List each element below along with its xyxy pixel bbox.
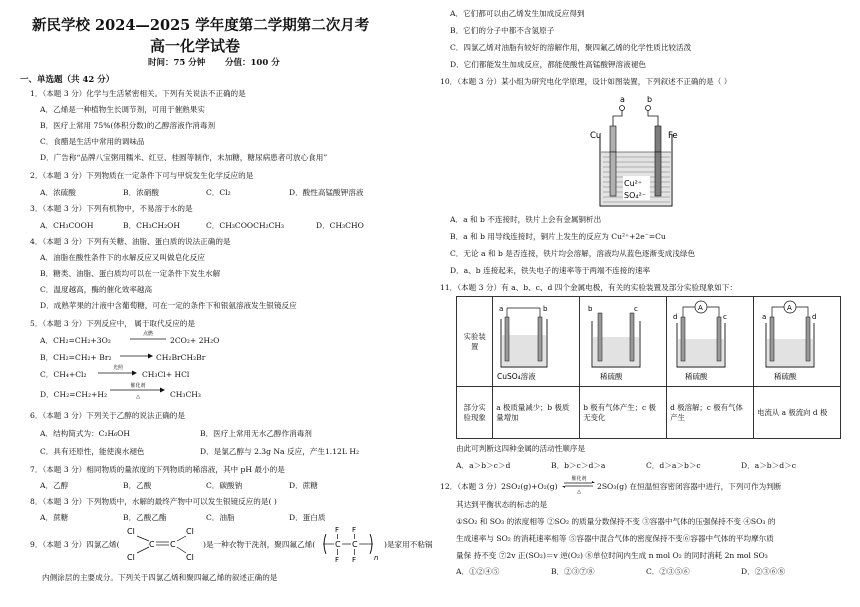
q10-stem: 10．（本题 3 分）某小组为研究电化学原理，设计如图装置，下列叙述不正确的是（ ） <box>440 77 732 86</box>
q8-option-c: C．油脂 <box>206 513 235 522</box>
q10-option-b: B．a 和 b 用导线连接时，铜片上发生的反应为 Cu²⁺+2e⁻=Cu <box>450 232 666 241</box>
q4-option-d: D．成熟苹果的汁液中含葡萄糖，可在一定的条件下和银氨溶液发生银镜反应 <box>40 301 297 310</box>
q8-option-b: B．乙酸乙酯 <box>123 513 167 522</box>
q11-option-d: D．a＞b＞d＞c <box>741 461 796 470</box>
q11-options <box>456 460 836 471</box>
svg-text:a: a <box>762 313 767 321</box>
q8-stem: 8．（本题 3 分）下列物质中，水解的最终产物中可以发生银镜反应的是( ) <box>30 497 277 506</box>
q11-observation-4: 电流从 a 极流向 d 极 <box>754 387 841 439</box>
q11-observation-2: b 极有气体产生；c 极无变化 <box>580 387 667 439</box>
q5-d-condition: 催化剂 <box>130 383 146 389</box>
q3-option-d: D．CH₃CHO <box>316 221 364 230</box>
q11-apparatus-4 <box>754 297 841 387</box>
q12-stem-part2: 2SO₃(g) 在恒温恒容密闭容器中进行，下列可作为判断 <box>597 482 782 491</box>
q5-a-arrow <box>128 329 168 345</box>
q10-ion-cu: Cu²⁺ <box>624 179 643 188</box>
q9-cl-bottom-right: Cl <box>186 553 194 562</box>
q5-option-c: C．CH₄+Cl₂ <box>40 370 87 379</box>
q5-a-product: 2CO₂+ 2H₂O <box>170 336 220 345</box>
q8-options <box>40 512 372 523</box>
svg-text:d: d <box>812 313 817 321</box>
q7-option-d: D．蔗糖 <box>289 481 318 490</box>
q9-stem-part1: 9．（本题 3 分）四氯乙烯( <box>30 540 120 549</box>
q5-c-arrow <box>96 363 140 379</box>
q8-option-d: D．蛋白质 <box>289 513 326 522</box>
section-heading: 一、单选题（共 42 分） <box>20 75 115 85</box>
q8-option-a: A．蔗糖 <box>40 513 69 522</box>
q1-option-b: B．医疗上常用 75%(体积分数)的乙醇溶液作消毒剂 <box>40 121 216 130</box>
q12-option-b: B．②③⑦⑧ <box>551 567 595 576</box>
q1-option-d: D．广告称“品牌八宝粥用糯米、红豆、桂圆等制作，未加糖，糖尿病患者可放心食用” <box>40 153 328 162</box>
q12-line2: 其达到平衡状态的标志的是 <box>456 500 548 509</box>
q10-option-c: C．无论 a 和 b 是否连接，铁片均会溶解，溶液均从蓝色逐渐变成浅绿色 <box>450 249 696 258</box>
q5-d-condition-heat: △ <box>136 394 140 400</box>
q9-option-d: D．它们都能发生加成反应，都能使酸性高锰酸钾溶液褪色 <box>450 60 646 69</box>
q3-stem: 3．（本题 3 分）下列有机物中，不易溶于水的是 <box>30 204 193 213</box>
q1-option-c: C．食醋是生活中常用的调味品 <box>40 137 145 146</box>
q11-option-b: B．b＞c＞d＞a <box>551 461 606 470</box>
q12-condition-heat: △ <box>577 489 581 495</box>
q10-option-d: D．a、b 连接起来，铁失电子的速率等于两端不连接的速率 <box>450 266 651 275</box>
q5-option-a: A．CH₂=CH₂+3O₂ <box>40 336 111 345</box>
q12-condition-catalyst: 催化剂 <box>571 476 587 482</box>
svg-text:b: b <box>543 305 548 313</box>
q4-option-b: B．糖类、油脂、蛋白质均可以在一定条件下发生水解 <box>40 269 221 278</box>
q10-option-a: A．a 和 b 不连接时，铁片上会有金属铜析出 <box>450 215 602 224</box>
q7-stem: 7．（本题 3 分）相同物质的量浓度的下列物质的稀溶液，其中 pH 最小的是 <box>30 465 285 474</box>
q5-d-product: CH₃CH₃ <box>170 390 201 399</box>
q11-stem: 11．（本题 3 分）有 a、b、c、d 四个金属电极，有关的实验装置及部分实验现象如下： <box>440 283 738 292</box>
q11-solution-1: CuSO₄溶液 <box>497 372 536 381</box>
svg-text:b: b <box>588 305 593 313</box>
q6-stem: 6．（本题 3 分）下列关于乙醇的说法正确的是 <box>30 411 185 420</box>
q12-line3: ①SO₂ 和 SO₃ 的浓度相等 ②SO₂ 的质量分数保持不变 ③容器中气体的压强保持不变 ④SO₃ 的 <box>456 517 776 526</box>
q12-line4: 生成速率与 SO₂ 的消耗速率相等 ⑤容器中混合气体的密度保持不变⑥容器中气体的平均摩尔质 <box>456 534 774 543</box>
q11-conclusion: 由此可判断这四种金属的活动性顺序是 <box>456 444 586 453</box>
q1-option-a: A．乙烯是一种植物生长调节剂，可用于催熟果实 <box>40 105 205 114</box>
q11-apparatus-2 <box>580 297 667 387</box>
q5-a-condition: 点燃 <box>142 331 154 337</box>
q3-options <box>40 220 399 231</box>
q6-option-b: B．医疗上常用无水乙醇作消毒剂 <box>200 429 312 438</box>
ptfe-structure <box>320 524 382 564</box>
q11-row-observations <box>457 387 841 439</box>
ptfe-f3: F <box>335 556 340 564</box>
q11-observation-1: a 极质量减少；b 极质量增加 <box>493 387 580 439</box>
tetrachloroethylene-structure <box>124 526 202 562</box>
q9-c-right: C <box>170 540 176 549</box>
q9-stem-part3: )是家用不粘锅 <box>384 540 433 549</box>
q5-c-product: CH₃Cl+ HCl <box>142 370 190 379</box>
q2-option-a: A．浓硫酸 <box>40 188 76 197</box>
q9-stem-part2: )是一种衣物干洗剂，聚四氟乙烯( <box>203 540 316 549</box>
ptfe-c-left: C <box>335 540 341 549</box>
q2-option-c: C．Cl₂ <box>206 188 231 197</box>
svg-text:c: c <box>634 305 639 313</box>
q11-solution-3: 稀硫酸 <box>685 372 708 381</box>
q3-option-a: A．CH₃COOH <box>40 221 94 230</box>
svg-text:a: a <box>499 305 504 313</box>
q5-b-product: CH₂BrCH₂Br <box>156 353 206 362</box>
svg-text:c: c <box>723 313 727 321</box>
q11-apparatus-3 <box>667 297 754 387</box>
ptfe-f2: F <box>352 526 357 534</box>
ptfe-f4: F <box>352 556 357 564</box>
q7-options <box>40 480 372 491</box>
q11-row-apparatus <box>457 297 841 387</box>
q6-option-d: D．是氯乙醇与 2.3g Na 反应，产生1.12L H₂ <box>200 447 360 456</box>
q5-option-d: D．CH₂=CH₂+H₂ <box>40 390 108 399</box>
q12-line5: 量保 持不变 ⑦2v 正(SO₂)＝v 逆(O₂) ⑧单位时间内生成 n mol O₂ 的同时消耗 2n mol SO₃ <box>456 551 768 560</box>
q12-option-a: A．①②④⑤ <box>456 567 500 576</box>
q11-meter-3: A <box>698 304 703 312</box>
q7-option-c: C．碳酸钠 <box>206 481 243 490</box>
q9-option-a: A．它们都可以由乙烯发生加成反应得到 <box>450 9 585 18</box>
exam-time: 时间：75 分钟 <box>148 58 206 68</box>
q5-stem: 5．（本题 3 分）下列反应中， 属于取代反应的是 <box>30 319 195 328</box>
exam-score: 分值：100 分 <box>225 58 280 68</box>
q9-c-left: C <box>149 540 155 549</box>
q5-c-condition: 光照 <box>112 365 124 371</box>
q12-option-c: C．②③⑤⑥ <box>646 567 690 576</box>
q2-option-b: B．浓硝酸 <box>123 188 159 197</box>
q5-d-arrow <box>108 380 168 402</box>
q11-solution-4: 稀硫酸 <box>774 372 797 381</box>
q11-observation-3: d 极溶解；c 极有气体产生 <box>667 387 754 439</box>
q12-stem-part1: 12．（本题 3 分）2SO₂(g)+O₂(g) <box>440 482 558 491</box>
q1-stem: 1．（本题 3 分）化学与生活紧密相关。下列有关说法不正确的是 <box>30 89 246 98</box>
q5-option-b: B．CH₂=CH₂+ Br₂ <box>40 353 112 362</box>
q4-stem: 4．（本题 3 分）下列有关糖、油脂、蛋白质的说法正确的是 <box>30 237 231 246</box>
q4-option-a: A．油脂在酸性条件下的水解反应又叫做皂化反应 <box>40 253 205 262</box>
ptfe-c-right: C <box>352 540 358 549</box>
q9-cl-bottom-left: Cl <box>127 553 135 562</box>
q11-solution-2: 稀硫酸 <box>600 372 623 381</box>
q9-cl-top-right: Cl <box>186 527 194 536</box>
q10-terminal-a: a <box>620 95 625 104</box>
q11-row1-header: 实验装置 <box>457 297 493 387</box>
q3-option-b: B．CH₃CH₂OH <box>123 221 180 230</box>
q2-option-d: D．酸性高锰酸钾溶液 <box>289 188 364 197</box>
q11-table <box>456 296 841 439</box>
ptfe-n-subscript: n <box>374 554 379 562</box>
q10-ion-so4: SO₄²⁻ <box>624 191 647 200</box>
q9-stem-line2: 内侧涂层的主要成分。下列关于四氯乙烯和聚四氟乙烯的叙述正确的是 <box>42 573 278 582</box>
q7-option-a: A．乙醇 <box>40 481 69 490</box>
q11-option-c: C．d＞a＞b＞c <box>646 461 701 470</box>
q3-option-c: C．CH₃COOCH₂CH₃ <box>206 221 285 230</box>
q7-option-b: B．乙酸 <box>123 481 152 490</box>
q2-options <box>40 187 372 198</box>
q9-option-c: C．四氯乙烯对油脂有较好的溶解作用，聚四氟乙烯的化学性质比较活泼 <box>450 43 692 52</box>
q12-options <box>456 566 836 577</box>
q9-option-b: B．它们的分子中都不含氢原子 <box>450 26 555 35</box>
q12-option-d: D．②③⑥⑧ <box>741 567 786 576</box>
q6-option-a: A．结构简式为：C₂H₆OH <box>40 429 131 438</box>
q11-apparatus-1 <box>493 297 580 387</box>
q10-fe-label: Fe <box>668 131 678 141</box>
q10-cu-label: Cu <box>590 131 602 141</box>
exam-title: 新民学校 2024—2025 学年度第二学期第二次月考 <box>32 17 370 34</box>
q2-stem: 2．（本题 3 分）下列物质在一定条件下可与甲烷发生化学反应的是 <box>30 171 254 180</box>
svg-text:d: d <box>673 313 678 321</box>
q12-equilibrium-arrow <box>562 474 596 496</box>
ptfe-f1: F <box>335 526 340 534</box>
q10-electrochem-diagram <box>590 94 700 212</box>
q4-option-c: C．温度越高，酶的催化效率越高 <box>40 285 153 294</box>
q6-option-c: C．具有还原性，能使溴水褪色 <box>40 447 145 456</box>
q5-b-arrow <box>118 350 154 362</box>
exam-subtitle: 高一化学试卷 <box>150 37 241 55</box>
q11-row2-header: 部分实验现象 <box>457 387 493 439</box>
q10-terminal-b: b <box>647 95 653 104</box>
q11-meter-4: A <box>787 304 792 312</box>
q11-option-a: A．a＞b＞c＞d <box>456 461 511 470</box>
q9-cl-top-left: Cl <box>127 527 135 536</box>
